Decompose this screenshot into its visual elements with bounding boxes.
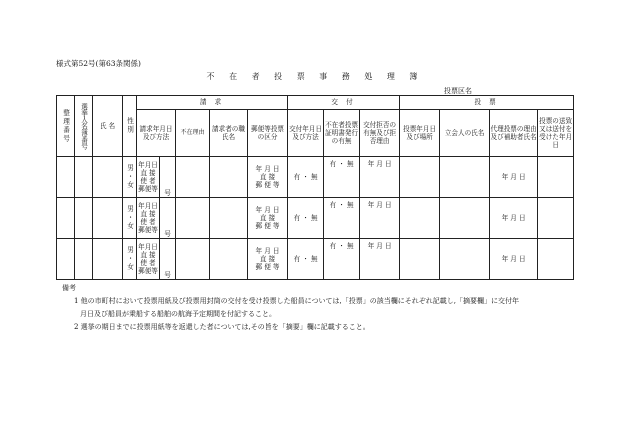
notes-heading: 備考 [62,284,76,292]
header-received: 投票の送致又は送付を受けた年月日 [538,110,574,157]
gender-cell: 男・女 [123,239,137,280]
vote-date-cell: 年 月 日 [360,157,400,198]
header-voting-group: 投 票 [400,96,574,110]
header-proxy: 代理投票の理由及び補助者氏名 [490,110,538,157]
request-method-cell: 年月日 直 接 使 者 郵便等 [137,239,160,280]
table-row [57,157,574,198]
received-date-cell: 年 月 日 [490,198,538,239]
vote-date-cell: 年 月 日 [360,198,400,239]
note-item: 2 選挙の期日までに投票用紙等を返還した者については,その旨を「摘要」欄に記載すること。 [74,323,370,331]
postal-mark-cell: 号 [160,198,176,239]
note-item: 1 他の市町村において投票用紙及び投票用封筒の交付を受け投票した船員については,「投票」の該当欄にそれぞれ記載し,「摘要欄」に交付年 [74,297,519,305]
header-cert-issue: 不在者投票証明書発行の有無 [324,110,360,157]
header-delivery-date: 交付年月日及び方法 [288,110,324,157]
table-row [57,198,574,239]
cert-issue-cell: 有 ・ 無 [288,157,324,198]
request-method-cell: 年月日 直 接 使 者 郵便等 [137,198,160,239]
postal-mark-cell: 号 [160,157,176,198]
delivery-method-cell: 年 月 日 直 接 郵 便 等 [248,239,288,280]
header-request-date: 請求年月日及び方法 [137,110,176,157]
postal-mark-cell: 号 [160,239,176,280]
header-request-absent: 不在理由 [176,110,210,157]
header-requester-name: 請求者の職氏名 [210,110,248,157]
refusal-cell: 有 ・ 無 [324,198,360,239]
header-serial: 整理番号 [57,96,75,157]
header-ship-register: 選挙人名簿番号 [75,96,93,157]
district-label: 投票区名 [444,87,472,95]
delivery-method-cell: 年 月 日 直 接 郵 便 等 [248,198,288,239]
cert-issue-cell: 有 ・ 無 [288,239,324,280]
request-method-cell: 年月日 直 接 使 者 郵便等 [137,157,160,198]
refusal-cell: 有 ・ 無 [324,157,360,198]
received-date-cell: 年 月 日 [490,157,538,198]
register-table [56,95,574,280]
vote-date-cell: 年 月 日 [360,239,400,280]
header-witness: 立会人の氏名 [440,110,490,157]
header-postal-category: 郵便等投票の区分 [248,110,288,157]
form-number: 様式第52号(第63条関係) [56,59,141,68]
header-request-group: 請 求 [137,96,288,110]
notes-section [62,282,582,334]
page-title: 不 在 者 投 票 事 務 処 理 簿 [206,72,424,81]
cert-issue-cell: 有 ・ 無 [288,198,324,239]
delivery-method-cell: 年 月 日 直 接 郵 便 等 [248,157,288,198]
refusal-cell: 有 ・ 無 [324,239,360,280]
header-refusal: 交付拒否の有無及び拒否理由 [360,110,400,157]
gender-cell: 男・女 [123,198,137,239]
note-item-continuation: 月日及び船員が乗船する船舶の航海予定期間を付記すること。 [80,310,276,318]
header-name: 氏 名 [93,96,123,157]
gender-cell: 男・女 [123,157,137,198]
header-delivery-group: 交 付 [288,96,400,110]
header-vote-date: 投票年月日及び場所 [400,110,440,157]
received-date-cell: 年 月 日 [490,239,538,280]
table-row [57,239,574,280]
header-gender: 性別 [123,96,137,157]
